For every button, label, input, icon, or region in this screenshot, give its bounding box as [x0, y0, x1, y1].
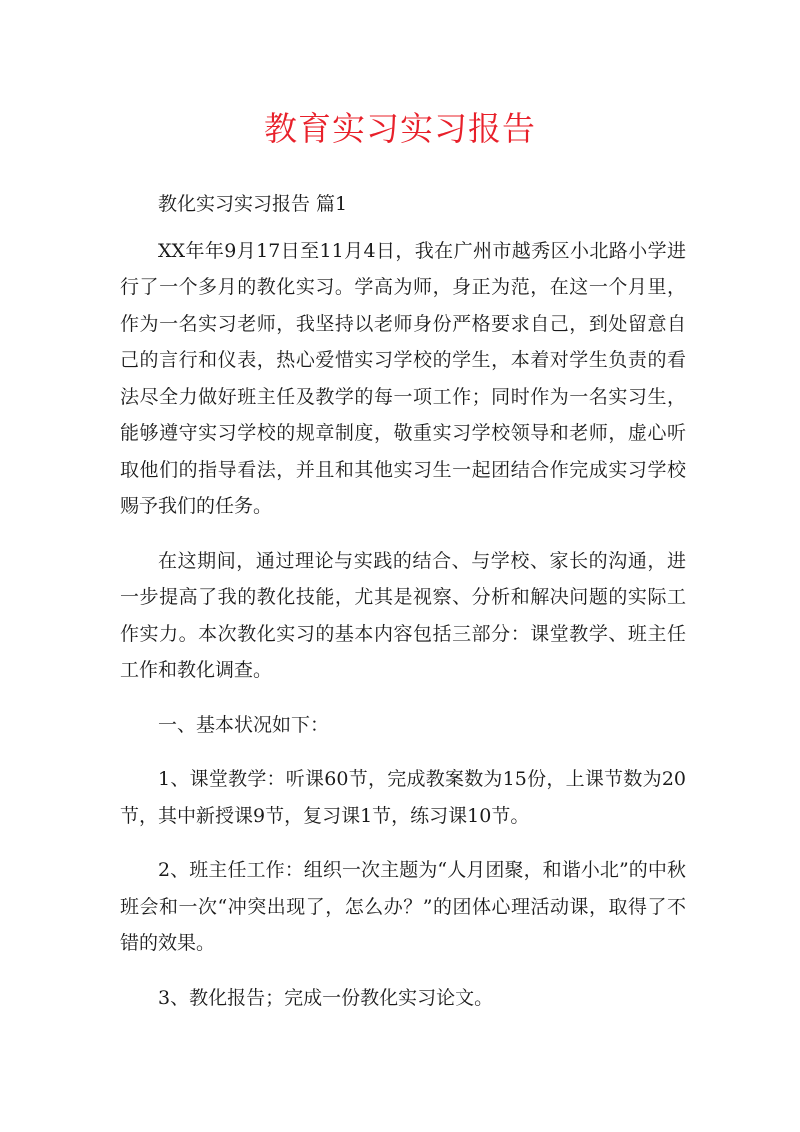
paragraph: 在这期间，通过理论与实践的结合、与学校、家长的沟通，进一步提高了我的教化技能，尤其是视察、分析和解决问题的实际工作实力。本次教化实习的基本内容包括三部分：课堂教学、班主任工作和教化调查。	[120, 549, 686, 681]
document-body	[120, 186, 686, 1034]
document-title: 教育实习实习报告	[264, 109, 536, 148]
paragraph: XX年年9月17日至11月4日，我在广州市越秀区小北路小学进行了一个多月的教化实习。学高为师，身正为范，在这一个月里，作为一名实习老师，我坚持以老师身份严格要求自己，到处留意自己的言行和仪表，热心爱惜实习学校的学生，本着对学生负责的看法尽全力做好班主任及教学的每一项工作；同时作为一名实习生，能够遵守实习学校的规章制度，敬重实习学校领导和老师，虚心听取他们的指导看法，并且和其他实习生一起团结合作完成实习学校赐予我们的任务。	[120, 239, 686, 517]
paragraph: 2、班主任工作：组织一次主题为“人月团聚，和谐小北”的中秋班会和一次“冲突出现了，怎么办？”的团体心理活动课，取得了不错的效果。	[120, 859, 686, 954]
paragraph: 3、教化报告；完成一份教化实习论文。	[158, 986, 494, 1009]
section-heading: 教化实习实习报告 篇1	[158, 193, 348, 215]
paragraph: 一、基本状况如下：	[158, 713, 330, 736]
paragraph: 1、课堂教学：听课60节，完成教案数为15份，上课节数为20节，其中新授课9节，复习课1节，练习课10节。	[120, 768, 686, 827]
